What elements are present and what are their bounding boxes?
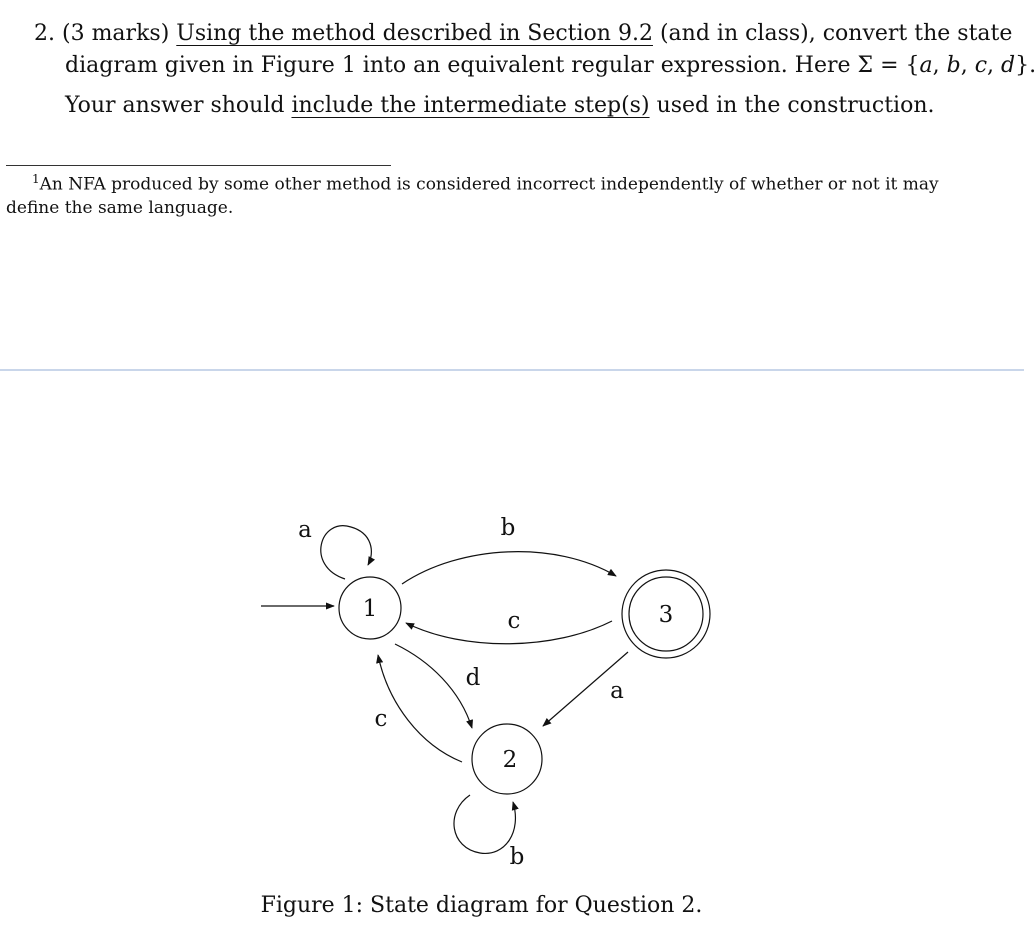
edge-label-1-2: d bbox=[465, 665, 481, 691]
state-2-label: 2 bbox=[502, 747, 518, 773]
sigma-symbol: b bbox=[946, 53, 961, 78]
question-line-3: Your answer should include the intermediate step(s) used in the construction. bbox=[65, 93, 935, 118]
question-line-1: 2. (3 marks) Using the method described in Section 9.2 (and in class), convert the state bbox=[34, 21, 1013, 46]
state-1-label: 1 bbox=[362, 596, 378, 622]
method-reference: Using the method described in Section 9.2 bbox=[176, 21, 653, 46]
edge-label-2-1: c bbox=[374, 706, 388, 732]
edge-label-3-1: c bbox=[507, 608, 521, 634]
transition-2-2-b bbox=[454, 795, 515, 853]
transition-1-1-a bbox=[321, 526, 372, 579]
footnote-marker: 1 bbox=[32, 172, 40, 186]
intermediate-steps-note: include the intermediate step(s) bbox=[291, 93, 650, 118]
edge-label-1-1: a bbox=[298, 517, 312, 543]
edge-label-2-2: b bbox=[509, 844, 525, 870]
question-line-2: diagram given in Figure 1 into an equivalent regular expression. Here Σ = {a, b, c, d}. bbox=[65, 53, 1036, 78]
question-marks: (3 marks) bbox=[62, 21, 170, 46]
question-number: 2. bbox=[34, 21, 55, 46]
sigma-symbol: c bbox=[974, 53, 988, 78]
transition-2-1-c bbox=[378, 655, 462, 762]
footnote-line-2: define the same language. bbox=[6, 198, 234, 218]
edge-label-3-2: a bbox=[610, 678, 624, 704]
edge-label-1-3: b bbox=[500, 515, 516, 541]
figure-caption: Figure 1: State diagram for Question 2. bbox=[260, 893, 703, 918]
sigma-symbol: d bbox=[1001, 53, 1016, 78]
transition-1-2-d bbox=[395, 644, 472, 728]
footnote-line-1: $^1$An NFA produced by some other method is considered incorrect independently of whether or not it may bbox=[32, 172, 939, 195]
sigma-symbol: a bbox=[919, 53, 933, 78]
transition-1-3-b bbox=[402, 552, 616, 584]
state-3-label: 3 bbox=[658, 602, 674, 628]
